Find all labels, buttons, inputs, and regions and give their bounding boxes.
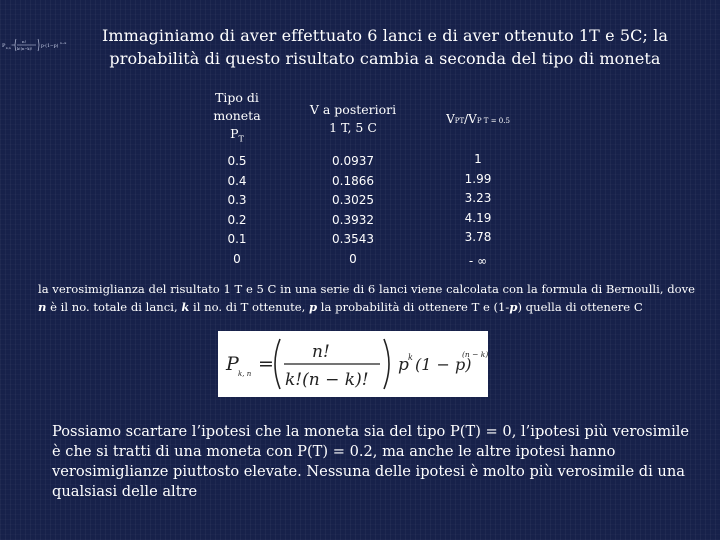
table-cell: 0.2 [227,212,247,227]
table-cell: 0 [233,251,241,266]
svg-text:P: P [2,43,6,49]
svg-text:n!: n! [22,39,27,44]
formula-one-minus-p: (1 − p) [415,355,472,374]
desc-text: il no. di T ottenute, [189,300,309,314]
formula-right-paren [384,339,389,389]
table-cell: 1.99 [464,171,492,186]
table-cell: 0.1 [227,232,247,246]
svg-text:=: = [11,43,16,49]
ratio-values [428,150,528,271]
table-cell: 4.19 [464,210,492,225]
formula-one-minus-p-exp: (n − k) [462,350,488,359]
table-cell: 0.3543 [332,232,374,246]
table-cell: 0.3932 [332,212,374,227]
table-cell: 0.3 [227,193,247,207]
bernoulli-description [38,280,698,316]
header-ratio-v1: V [446,112,455,126]
posterior-values [278,150,428,271]
desc-var-p: p [509,300,518,314]
desc-text: ) quella di ottenere C [517,300,643,314]
formula-lhs: P [226,353,239,375]
coin-type-values [196,150,278,271]
formula-equals: = [258,353,274,375]
formula-lhs-sub: k, n [238,370,252,378]
formula-denominator: k!(n − k)! [285,370,369,390]
table-cell: 1 [474,152,482,166]
desc-var-p: p [309,300,318,314]
header-posterior-line1: V a posteriori [309,102,397,117]
table-cell: 0.5 [227,154,247,168]
svg-text:k!(n−k)!: k!(n−k)! [17,47,33,51]
formula-left-paren [275,339,280,389]
table-cell: 0.1866 [332,173,374,188]
desc-text: la probabilità di ottenere T e (1- [317,300,510,314]
desc-var-n: n [38,300,47,314]
header-coin-type-sub: T [238,134,244,144]
header-posterior [278,88,428,150]
page-title: Immaginiamo di aver effettuato 6 lanci e di aver ottenuto 1T e 5C; la probabilità di questo risultato cambia a seconda del tipo di moneta [101,26,669,68]
desc-text: è il no. totale di lanci, [46,300,182,314]
header-ratio-sub2: P T = 0.5 [476,117,510,125]
header-ratio-sep: /V [464,112,477,126]
header-coin-type-line2: moneta [213,108,261,124]
table-cell: 0 [349,251,357,266]
table-cell: 0.4 [227,173,247,188]
svg-text:n−k: n−k [60,41,67,45]
table-cell: - ∞ [468,253,488,268]
header-coin-type-line3: P [230,126,239,142]
header-posterior-line2: 1 T, 5 C [329,120,377,135]
bernoulli-formula [218,331,488,397]
desc-var-k: k [181,300,190,314]
desc-text: la verosimiglianza del risultato 1 T e 5 C in una serie di 6 lanci viene calcolata con la formula di Bernoulli, dove [38,282,696,296]
table-cell: 0.3025 [332,193,374,207]
formula-numerator: n! [312,342,330,362]
header-ratio-sub1: PT [454,117,465,125]
header-ratio [428,88,528,150]
svg-text:p·(1−p): p·(1−p) [41,44,59,49]
table-cell: 3.23 [464,191,492,205]
header-coin-type [196,88,278,150]
probability-table [196,88,528,271]
conclusion-text: Possiamo scartare l’ipotesi che la moneta sia del tipo P(T) = 0, l’ipotesi più verosimile è che si tratti di una moneta con P(T) = 0.2, ma anche le altre ipotesi hanno verosimiglianze piuttosto elevate. Nessuna delle ipotesi è molto più verosimile di una qualsiasi delle altre [52,423,690,500]
table-cell: 0.0937 [332,154,374,168]
table-body-row [196,150,528,271]
formula-p-exp: k [408,353,413,362]
table-cell: 3.78 [464,230,492,244]
formula-p: p [398,355,409,375]
svg-text:k,n: k,n [6,46,11,50]
table-header-row [196,88,528,150]
header-coin-type-line1: Tipo di [215,90,259,106]
